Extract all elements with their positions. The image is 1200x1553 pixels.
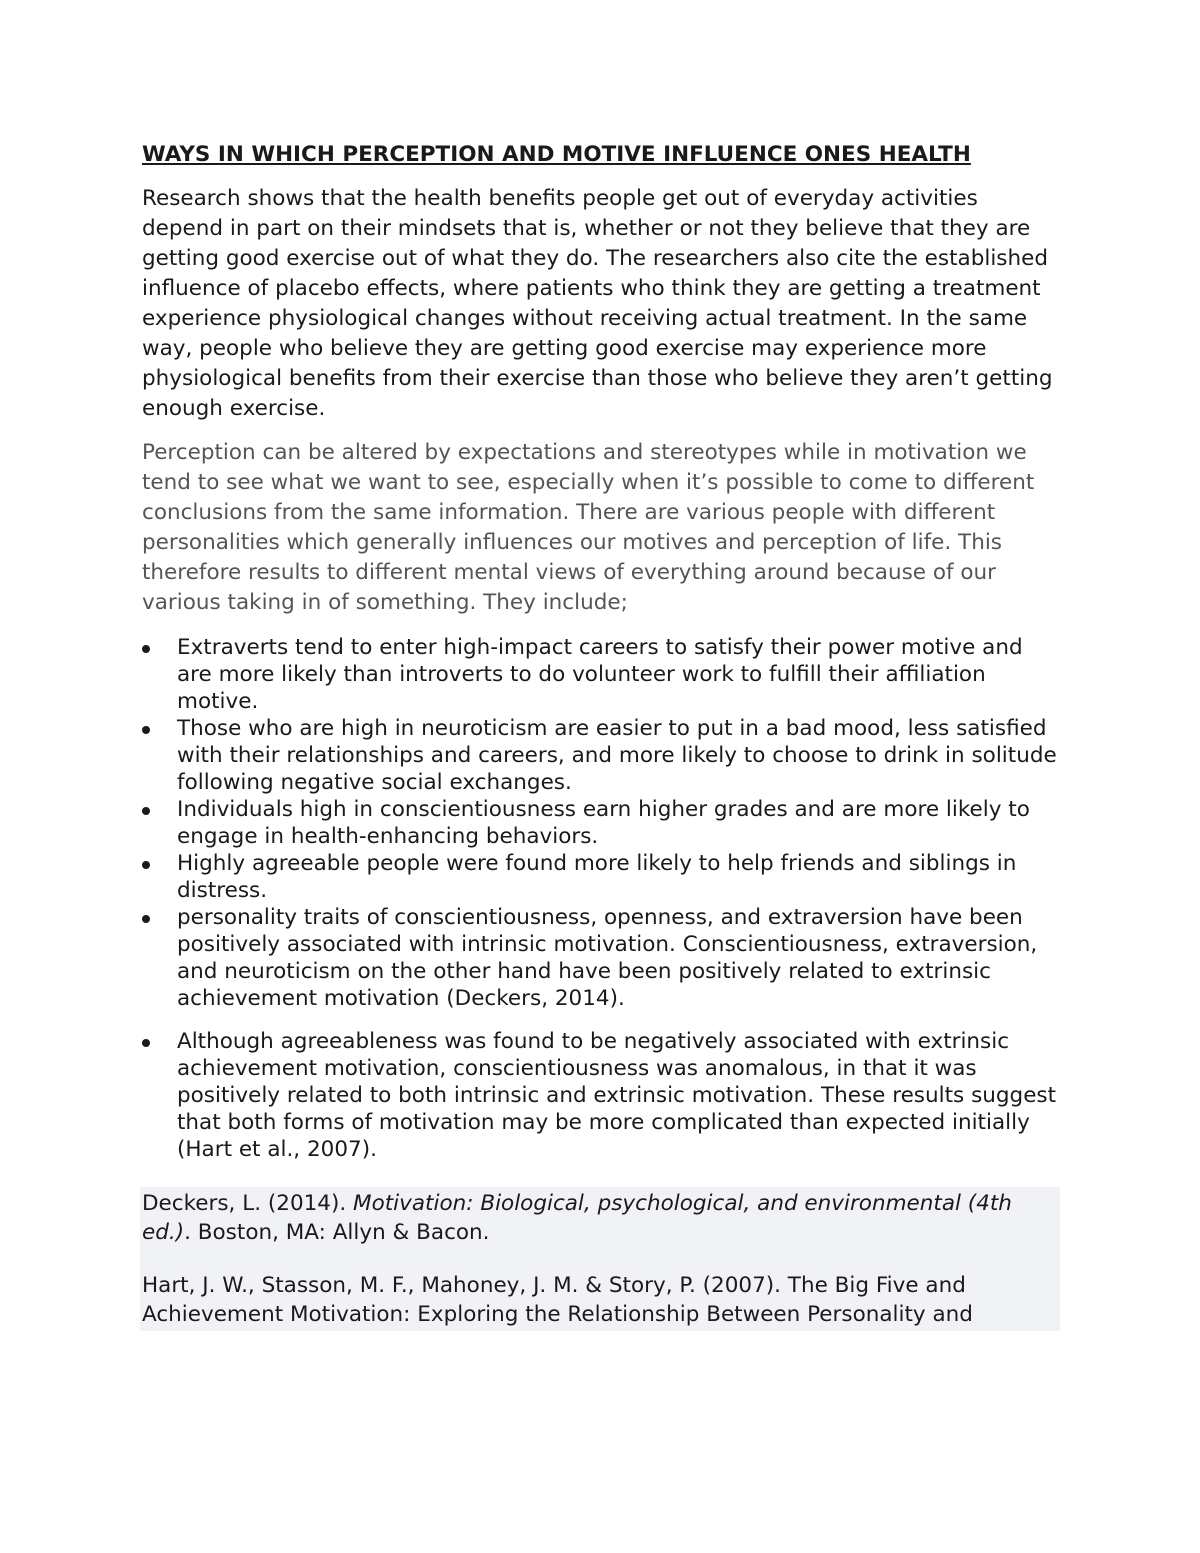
bullet-icon: [142, 915, 150, 923]
list-item-text: Those who are high in neuroticism are easier to put in a bad mood, less satisfied with their relationships and careers, and more likely to choose to drink in solitude following negative social exchanges.: [177, 716, 1057, 795]
bullet-icon: [142, 726, 150, 734]
bullet-icon: [142, 861, 150, 869]
list-item-text: Highly agreeable people were found more likely to help friends and siblings in distress.: [177, 851, 1017, 903]
paragraph-research: Research shows that the health benefits people get out of everyday activities depend in part on their mindsets that is, whether or not they believe that they are getting good exercise out of what they do. The researchers also cite the established influence of placebo effects, where patients who think they are getting a treatment experience physiological changes without receiving actual treatment. In the same way, people who believe they are getting good exercise may experience more physiological benefits from their exercise than those who believe they aren’t getting enough exercise.: [142, 186, 1053, 421]
reference-title: Motivation: Biological, psychological, and environmental (4th ed.): [142, 1191, 1012, 1245]
personality-bullet-list: [142, 634, 1062, 1163]
list-item: [142, 904, 1062, 1012]
bullet-icon: [142, 1039, 150, 1047]
bullet-icon: [142, 807, 150, 815]
list-item-text: Extraverts tend to enter high-impact careers to satisfy their power motive and are more likely than introverts to do volunteer work to fulfill their affiliation motive.: [177, 635, 1023, 714]
list-item-text: personality traits of conscientiousness, openness, and extraversion have been positively associated with intrinsic motivation. Conscientiousness, extraversion, and neuroticism on the other hand have been positively related to extrinsic achievement motivation (Deckers, 2014).: [177, 905, 1038, 1011]
list-item-text: Individuals high in conscientiousness earn higher grades and are more likely to engage in health-enhancing behaviors.: [177, 797, 1030, 849]
paragraph-perception: Perception can be altered by expectations and stereotypes while in motivation we tend to see what we want to see, especially when it’s possible to come to different conclusions from the same information. There are various people with different personalities which generally influences our motives and perception of life. This therefore results to different mental views of everything around because of our various taking in of something. They include;: [142, 440, 1035, 615]
document-title: WAYS IN WHICH PERCEPTION AND MOTIVE INFLUENCE ONES HEALTH: [142, 142, 971, 167]
bullet-icon: [142, 645, 150, 653]
reference-hart: Hart, J. W., Stasson, M. F., Mahoney, J. M. & Story, P. (2007). The Big Five and Achievement Motivation: Exploring the Relationship Between Personality and: [142, 1273, 973, 1327]
list-item: [142, 634, 1062, 715]
list-item: [142, 1028, 1062, 1163]
list-item: [142, 850, 1062, 904]
reference-lead: Deckers, L. (2014).: [142, 1191, 354, 1216]
list-item-text: Although agreeableness was found to be negatively associated with extrinsic achievement motivation, conscientiousness was anomalous, in that it was positively related to both intrinsic and extrinsic motivation. These results suggest that both forms of motivation may be more complicated than expected initially (Hart et al., 2007).: [177, 1029, 1057, 1162]
reference-tail: . Boston, MA: Allyn & Bacon.: [184, 1220, 490, 1245]
document-page: [142, 140, 1062, 1331]
reference-deckers: [142, 1189, 1060, 1247]
references-section: [140, 1187, 1060, 1331]
list-item: [142, 715, 1062, 796]
list-item: [142, 796, 1062, 850]
